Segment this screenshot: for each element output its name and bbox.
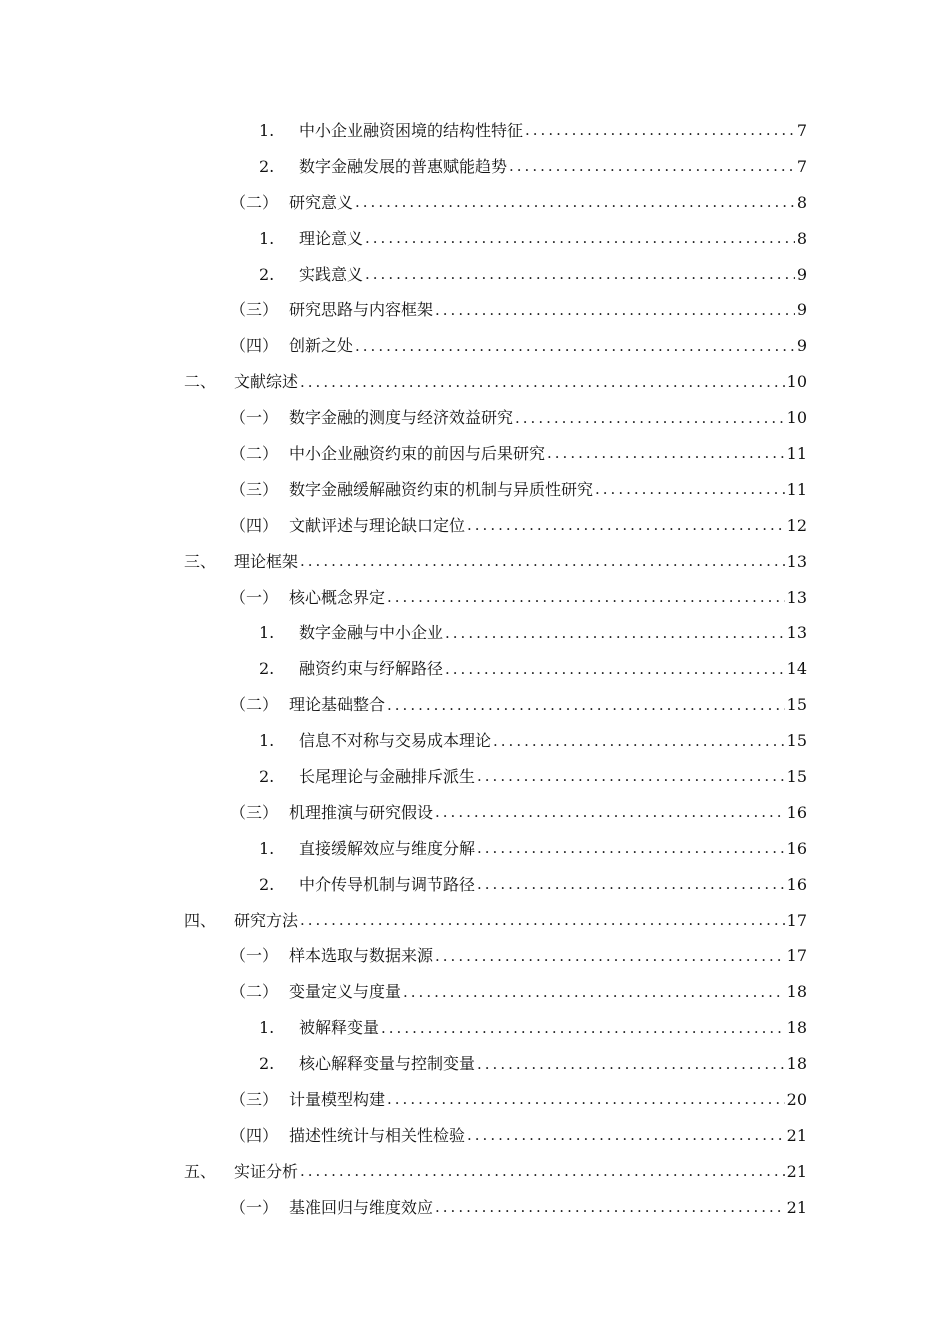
toc-entry-number: 五、 [184, 1161, 217, 1181]
dot-leader [387, 590, 785, 605]
toc-entry-page-number: 10 [786, 408, 807, 428]
toc-entry[interactable] [0, 831, 950, 867]
toc-entry[interactable] [0, 113, 950, 149]
toc-entry[interactable] [0, 903, 950, 939]
dot-leader [547, 446, 785, 461]
toc-entry-page-number: 9 [796, 264, 807, 284]
toc-entry[interactable] [0, 580, 950, 616]
toc-entry-number: 2. [259, 1054, 275, 1074]
table-of-contents [0, 113, 950, 1226]
toc-entry-title: 直接缓解效应与维度分解 [299, 838, 476, 858]
toc-entry-number: 1. [259, 120, 275, 140]
toc-entry-page-number: 13 [786, 587, 807, 607]
toc-entry[interactable] [0, 1082, 950, 1118]
toc-entry-page-number: 11 [786, 479, 807, 499]
dot-leader [493, 734, 785, 749]
toc-entry-title: 研究方法 [234, 910, 299, 930]
toc-entry-number: 2. [259, 156, 275, 176]
toc-entry-page-number: 16 [786, 802, 807, 822]
toc-entry[interactable] [0, 292, 950, 328]
toc-entry[interactable] [0, 257, 950, 293]
toc-entry-page-number: 7 [796, 156, 807, 176]
toc-entry-title: 核心概念界定 [289, 587, 386, 607]
toc-entry-number: 1. [259, 731, 275, 751]
toc-entry[interactable] [0, 938, 950, 974]
dot-leader [387, 698, 785, 713]
toc-entry[interactable] [0, 221, 950, 257]
dot-leader [300, 554, 785, 569]
toc-entry[interactable] [0, 364, 950, 400]
toc-entry-title: 核心解释变量与控制变量 [299, 1054, 476, 1074]
toc-entry-page-number: 18 [786, 982, 807, 1002]
toc-entry-page-number: 21 [786, 1197, 807, 1217]
toc-entry-page-number: 15 [786, 695, 807, 715]
toc-entry-title: 基准回归与维度效应 [289, 1197, 434, 1217]
toc-entry[interactable] [0, 185, 950, 221]
toc-entry-page-number: 7 [796, 120, 807, 140]
dot-leader [477, 769, 785, 784]
toc-entry[interactable] [0, 400, 950, 436]
toc-entry[interactable] [0, 795, 950, 831]
toc-entry-title: 融资约束与纾解路径 [299, 659, 444, 679]
dot-leader [365, 231, 795, 246]
toc-entry-title: 中小企业融资约束的前因与后果研究 [289, 443, 546, 463]
dot-leader [355, 339, 795, 354]
dot-leader [467, 1128, 785, 1143]
toc-entry[interactable] [0, 759, 950, 795]
toc-entry-page-number: 18 [786, 1054, 807, 1074]
toc-entry-title: 理论框架 [234, 551, 299, 571]
toc-entry-number: 1. [259, 1018, 275, 1038]
toc-entry-title: 文献评述与理论缺口定位 [289, 515, 466, 535]
toc-entry-title: 机理推演与研究假设 [289, 802, 434, 822]
toc-entry-number: （一） [230, 408, 279, 428]
toc-entry-title: 数字金融缓解融资约束的机制与异质性研究 [289, 479, 594, 499]
toc-entry-title: 描述性统计与相关性检验 [289, 1125, 466, 1145]
dot-leader [355, 195, 795, 210]
toc-entry[interactable] [0, 1154, 950, 1190]
dot-leader [509, 159, 795, 174]
toc-entry-number: （二） [230, 695, 279, 715]
toc-entry-title: 实践意义 [299, 264, 364, 284]
dot-leader [435, 805, 785, 820]
toc-entry-number: （二） [230, 443, 279, 463]
toc-entry-title: 中介传导机制与调节路径 [299, 874, 476, 894]
toc-entry-title: 实证分析 [234, 1161, 299, 1181]
toc-entry[interactable] [0, 615, 950, 651]
dot-leader [435, 303, 795, 318]
dot-leader [300, 913, 785, 928]
toc-entry[interactable] [0, 1118, 950, 1154]
toc-entry-page-number: 8 [796, 228, 807, 248]
toc-entry-title: 样本选取与数据来源 [289, 946, 434, 966]
toc-entry-number: （三） [230, 802, 279, 822]
dot-leader [515, 411, 785, 426]
toc-entry[interactable] [0, 508, 950, 544]
dot-leader [300, 1164, 785, 1179]
toc-entry-page-number: 21 [786, 1125, 807, 1145]
toc-entry-page-number: 21 [786, 1161, 807, 1181]
toc-entry-number: （四） [230, 336, 279, 356]
dot-leader [467, 518, 785, 533]
toc-entry-title: 文献综述 [234, 372, 299, 392]
dot-leader [477, 841, 785, 856]
toc-entry-number: （三） [230, 479, 279, 499]
toc-entry-page-number: 11 [786, 443, 807, 463]
toc-entry-title: 变量定义与度量 [289, 982, 402, 1002]
dot-leader [445, 626, 785, 641]
toc-entry-page-number: 13 [786, 551, 807, 571]
toc-entry-title: 数字金融的测度与经济效益研究 [289, 408, 514, 428]
toc-entry-number: （三） [230, 1089, 279, 1109]
toc-entry-title: 数字金融发展的普惠赋能趋势 [299, 156, 508, 176]
toc-entry-title: 理论意义 [299, 228, 364, 248]
toc-entry-page-number: 14 [786, 659, 807, 679]
dot-leader [595, 482, 785, 497]
toc-entry-page-number: 18 [786, 1018, 807, 1038]
toc-entry-title: 被解释变量 [299, 1018, 380, 1038]
toc-entry-number: （一） [230, 1197, 279, 1217]
toc-entry-title: 理论基础整合 [289, 695, 386, 715]
dot-leader [435, 949, 785, 964]
toc-entry-number: 2. [259, 766, 275, 786]
toc-entry[interactable] [0, 544, 950, 580]
toc-entry-page-number: 16 [786, 838, 807, 858]
toc-entry-number: 四、 [184, 910, 217, 930]
toc-entry-number: （二） [230, 982, 279, 1002]
dot-leader [403, 985, 785, 1000]
toc-entry-title: 信息不对称与交易成本理论 [299, 731, 492, 751]
toc-entry-number: 2. [259, 874, 275, 894]
toc-entry-number: 1. [259, 228, 275, 248]
toc-entry-page-number: 16 [786, 874, 807, 894]
toc-entry-page-number: 13 [786, 623, 807, 643]
toc-entry-number: 三、 [184, 551, 217, 571]
toc-entry[interactable] [0, 1046, 950, 1082]
toc-entry[interactable] [0, 1190, 950, 1226]
toc-entry[interactable] [0, 149, 950, 185]
toc-entry-number: （一） [230, 587, 279, 607]
toc-entry-page-number: 10 [786, 372, 807, 392]
toc-entry-title: 研究意义 [289, 192, 354, 212]
toc-entry[interactable] [0, 651, 950, 687]
toc-entry-title: 创新之处 [289, 336, 354, 356]
toc-entry-title: 中小企业融资困境的结构性特征 [299, 120, 524, 140]
toc-entry[interactable] [0, 1010, 950, 1046]
toc-entry-number: 2. [259, 264, 275, 284]
dot-leader [477, 877, 785, 892]
dot-leader [381, 1021, 785, 1036]
dot-leader [387, 1092, 785, 1107]
dot-leader [445, 662, 785, 677]
toc-entry-number: 2. [259, 659, 275, 679]
toc-entry-number: （二） [230, 192, 279, 212]
toc-entry[interactable] [0, 867, 950, 903]
toc-entry-page-number: 15 [786, 766, 807, 786]
toc-entry-page-number: 20 [786, 1089, 807, 1109]
toc-entry-number: （四） [230, 1125, 279, 1145]
toc-entry-title: 研究思路与内容框架 [289, 300, 434, 320]
toc-entry-page-number: 9 [796, 300, 807, 320]
toc-entry-page-number: 17 [786, 910, 807, 930]
toc-entry-title: 数字金融与中小企业 [299, 623, 444, 643]
dot-leader [525, 123, 795, 138]
toc-entry-number: 1. [259, 838, 275, 858]
toc-entry[interactable] [0, 974, 950, 1010]
toc-entry-page-number: 9 [796, 336, 807, 356]
toc-entry[interactable] [0, 723, 950, 759]
toc-entry-page-number: 12 [786, 515, 807, 535]
toc-entry-title: 长尾理论与金融排斥派生 [299, 766, 476, 786]
dot-leader [435, 1200, 785, 1215]
toc-entry[interactable] [0, 328, 950, 364]
dot-leader [300, 375, 785, 390]
toc-entry-number: 二、 [184, 372, 217, 392]
toc-entry-number: （三） [230, 300, 279, 320]
dot-leader [365, 267, 795, 282]
toc-entry-number: 1. [259, 623, 275, 643]
toc-entry-page-number: 8 [796, 192, 807, 212]
toc-entry[interactable] [0, 472, 950, 508]
dot-leader [477, 1057, 785, 1072]
toc-entry[interactable] [0, 687, 950, 723]
toc-entry-page-number: 15 [786, 731, 807, 751]
toc-entry-title: 计量模型构建 [289, 1089, 386, 1109]
toc-entry-number: （四） [230, 515, 279, 535]
toc-entry-page-number: 17 [786, 946, 807, 966]
toc-entry-number: （一） [230, 946, 279, 966]
toc-entry[interactable] [0, 436, 950, 472]
